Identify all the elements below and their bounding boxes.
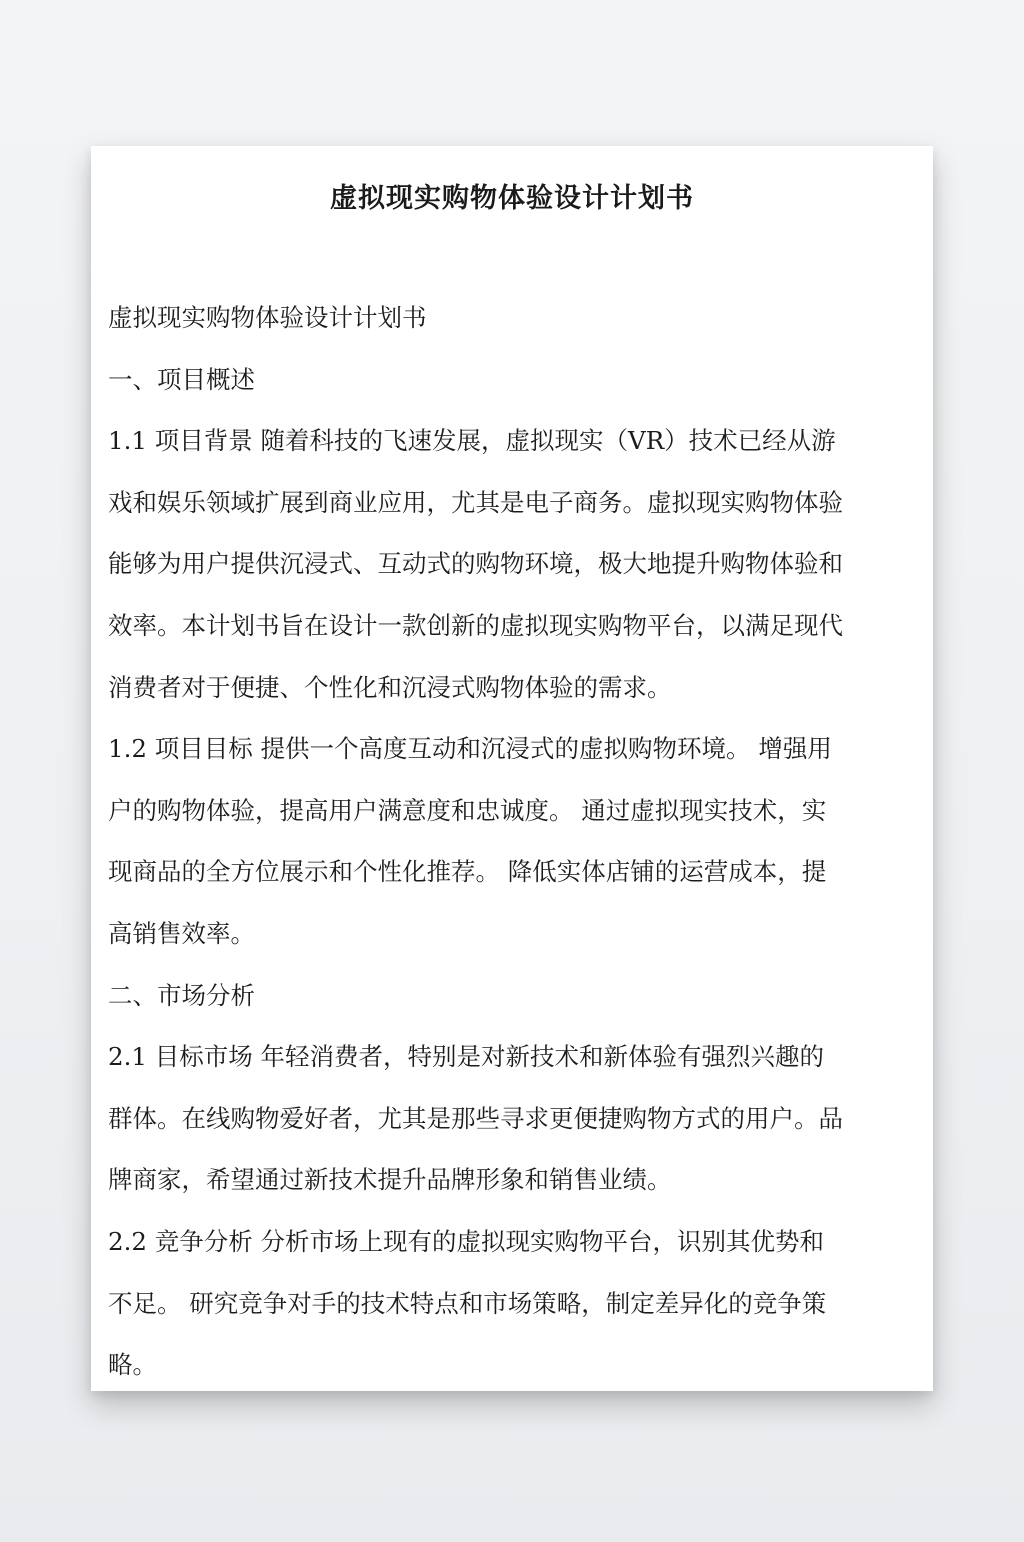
body-line: 群体。在线购物爱好者，尤其是那些寻求更便捷购物方式的用户。品 xyxy=(108,1103,843,1133)
body-line: 戏和娱乐领域扩展到商业应用，尤其是电子商务。虚拟现实购物体验 xyxy=(108,487,843,517)
section-heading: 一、项目概述 xyxy=(108,364,255,394)
body-line: 高销售效率。 xyxy=(108,918,255,948)
body-line: 消费者对于便捷、个性化和沉浸式购物体验的需求。 xyxy=(108,672,672,702)
body-line: 户的购物体验，提高用户满意度和忠诚度。 通过虚拟现实技术，实 xyxy=(108,795,827,825)
document-title: 虚拟现实购物体验设计计划书 xyxy=(330,183,694,214)
document-body xyxy=(108,287,917,1391)
body-line: 1.2 项目目标 提供一个高度互动和沉浸式的虚拟购物环境。 增强用 xyxy=(108,734,832,764)
body-line: 2.1 目标市场 年轻消费者，特别是对新技术和新体验有强烈兴趣的 xyxy=(108,1042,825,1072)
body-line: 略。 xyxy=(108,1350,157,1380)
section-heading: 二、市场分析 xyxy=(108,980,255,1010)
body-line: 1.1 项目背景 随着科技的飞速发展，虚拟现实（VR）技术已经从游 xyxy=(108,426,836,456)
document-page xyxy=(91,146,933,1391)
body-line: 不足。 研究竞争对手的技术特点和市场策略，制定差异化的竞争策 xyxy=(108,1288,827,1318)
body-line: 牌商家，希望通过新技术提升品牌形象和销售业绩。 xyxy=(108,1165,672,1195)
body-line: 现商品的全方位展示和个性化推荐。 降低实体店铺的运营成本，提 xyxy=(108,857,827,887)
body-line: 2.2 竞争分析 分析市场上现有的虚拟现实购物平台，识别其优势和 xyxy=(108,1226,825,1256)
body-line: 虚拟现实购物体验设计计划书 xyxy=(108,303,427,332)
body-line: 能够为用户提供沉浸式、互动式的购物环境，极大地提升购物体验和 xyxy=(108,549,843,579)
body-line: 效率。本计划书旨在设计一款创新的虚拟现实购物平台，以满足现代 xyxy=(108,610,843,640)
